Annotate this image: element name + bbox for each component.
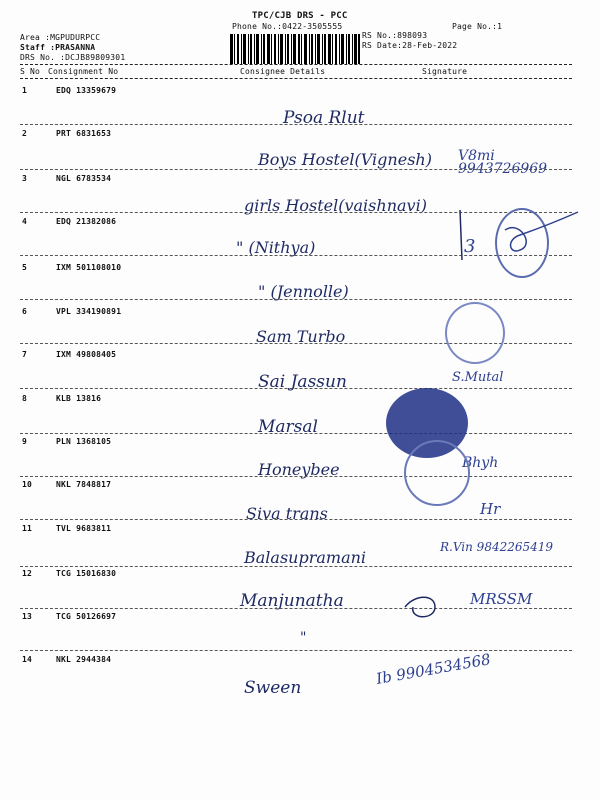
row-signature: MRSSM bbox=[470, 590, 533, 608]
row-sno: 10 bbox=[22, 480, 33, 489]
col-sno: S No bbox=[20, 67, 41, 76]
row-consignment: KLB 13816 bbox=[56, 394, 102, 403]
row-consignment: EDQ 21382086 bbox=[56, 217, 117, 226]
rubber-stamp-seal bbox=[404, 440, 470, 506]
row-consignment: NKL 2944384 bbox=[56, 655, 112, 664]
row-sno: 9 bbox=[22, 437, 28, 446]
row-consignee: " bbox=[300, 630, 307, 646]
row-sno: 11 bbox=[22, 524, 33, 533]
row-sno: 8 bbox=[22, 394, 28, 403]
row-consignee: Sai Jassun bbox=[258, 372, 347, 392]
row-rule bbox=[20, 433, 572, 434]
row-sno: 6 bbox=[22, 307, 28, 316]
row-consignment: TCG 15016830 bbox=[56, 569, 117, 578]
row-rule bbox=[20, 566, 572, 567]
row-consignment: VPL 334190891 bbox=[56, 307, 122, 316]
row-consignment: IXM 49808405 bbox=[56, 350, 117, 359]
row-sno: 14 bbox=[22, 655, 33, 664]
header-rule-top bbox=[20, 64, 572, 65]
row-consignment: PLN 1368105 bbox=[56, 437, 112, 446]
rs-number: RS No.:898093 bbox=[362, 31, 428, 40]
row-consignment: TVL 9683811 bbox=[56, 524, 112, 533]
row-sno: 13 bbox=[22, 612, 33, 621]
col-signature: Signature bbox=[422, 67, 468, 76]
row-rule bbox=[20, 124, 572, 125]
row-sno: 1 bbox=[22, 86, 28, 95]
row-consignment: NGL 6783534 bbox=[56, 174, 112, 183]
row-consignee: girls Hostel(vaishnavi) bbox=[244, 196, 427, 215]
row-consignee: Marsal bbox=[258, 417, 318, 437]
row-sno: 7 bbox=[22, 350, 28, 359]
row-sno: 3 bbox=[22, 174, 28, 183]
doc-title: TPC/CJB DRS - PCC bbox=[252, 11, 348, 21]
row-rule bbox=[20, 476, 572, 477]
signature-scribble bbox=[420, 200, 580, 270]
header-rule-bottom bbox=[20, 78, 572, 79]
row-consignee: Manjunatha bbox=[240, 591, 344, 611]
row-signature: Hr bbox=[480, 500, 501, 518]
signature-scribble bbox=[235, 592, 475, 622]
staff-label: Staff :PRASANNA bbox=[20, 43, 96, 52]
row-consignment: PRT 6831653 bbox=[56, 129, 112, 138]
page-number: Page No.:1 bbox=[452, 22, 503, 31]
row-consignee: Balasupramani bbox=[244, 548, 367, 567]
row-sno: 12 bbox=[22, 569, 33, 578]
row-signature: Ib 9904534568 bbox=[374, 650, 492, 688]
drs-number: DRS No. :DCJB89809301 bbox=[20, 53, 126, 62]
row-consignee: Sam Turbo bbox=[256, 327, 346, 346]
row-consignee: Sween bbox=[244, 678, 302, 698]
row-rule bbox=[20, 519, 572, 520]
row-consignee: Siva trans bbox=[246, 504, 328, 523]
row-rule bbox=[20, 299, 572, 300]
barcode bbox=[230, 34, 360, 64]
col-consignment: Consignment No bbox=[48, 67, 119, 76]
row-signature: Bhyh bbox=[462, 455, 499, 471]
row-consignee: Honeybee bbox=[258, 460, 340, 479]
row-rule bbox=[20, 169, 572, 170]
row-sno: 2 bbox=[22, 129, 28, 138]
row-rule bbox=[20, 388, 572, 389]
row-sno: 5 bbox=[22, 263, 28, 272]
row-consignment: TCG 50126697 bbox=[56, 612, 117, 621]
row-signature: S.Mutal bbox=[452, 370, 504, 385]
phone-number: Phone No.:0422-3505555 bbox=[232, 22, 343, 31]
row-sno: 4 bbox=[22, 217, 28, 226]
row-signature: 3 bbox=[464, 236, 476, 257]
row-consignee: Psoa Rlut bbox=[283, 108, 365, 128]
row-consignee: Boys Hostel(Vignesh) bbox=[258, 150, 432, 169]
col-consignee: Consignee Details bbox=[240, 67, 326, 76]
rs-date: RS Date:28-Feb-2022 bbox=[362, 41, 458, 50]
rubber-stamp-seal bbox=[445, 302, 505, 364]
row-consignment: IXM 501108010 bbox=[56, 263, 122, 272]
row-consignee: " (Jennolle) bbox=[258, 282, 349, 301]
row-signature: V8mi 9943726969 bbox=[458, 148, 548, 177]
row-signature: R.Vin 9842265419 bbox=[440, 540, 554, 554]
row-consignment: EDQ 13359679 bbox=[56, 86, 117, 95]
row-consignment: NKL 7848817 bbox=[56, 480, 112, 489]
row-consignee: " (Nithya) bbox=[236, 238, 316, 257]
area-label: Area :MGPUDURPCC bbox=[20, 33, 101, 42]
